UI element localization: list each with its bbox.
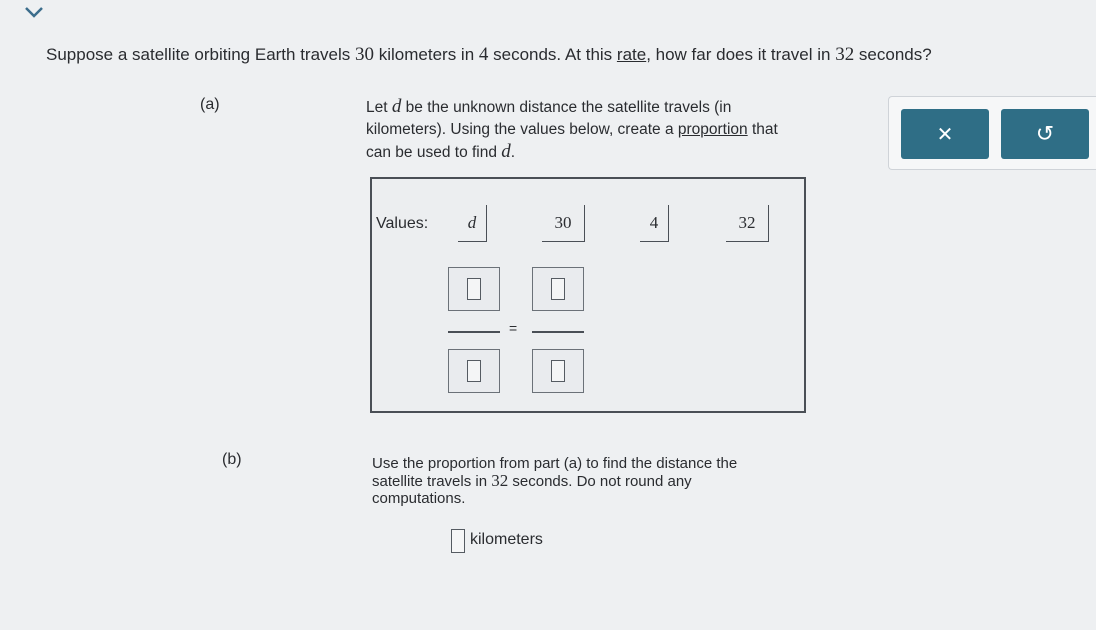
- value-tile-d[interactable]: d: [458, 205, 487, 242]
- empty-slot-box: [467, 278, 481, 300]
- part-a-instructions: Let d be the unknown distance the satellite travels (in kilometers). Using the values below, create a proportion that can be used to find d.: [366, 96, 778, 162]
- undo-icon: ↺: [1035, 121, 1055, 146]
- left-fraction-bar: [448, 331, 500, 333]
- unit-label: kilometers: [470, 531, 543, 548]
- empty-slot-box: [551, 360, 565, 382]
- close-icon: ✕: [936, 123, 954, 146]
- empty-slot-box: [551, 278, 565, 300]
- equals-sign: =: [509, 320, 518, 336]
- left-denominator-slot[interactable]: [448, 349, 500, 393]
- value-tile-4[interactable]: 4: [640, 205, 669, 242]
- part-a-label: (a): [200, 96, 220, 113]
- value-tile-32[interactable]: 32: [726, 205, 769, 242]
- right-fraction-bar: [532, 331, 584, 333]
- undo-button[interactable]: [1001, 109, 1089, 159]
- distance-answer-input[interactable]: [451, 529, 465, 553]
- clear-button[interactable]: [901, 109, 989, 159]
- left-numerator-slot[interactable]: [448, 267, 500, 311]
- rate-link[interactable]: rate: [616, 45, 647, 64]
- right-denominator-slot[interactable]: [532, 349, 584, 393]
- empty-slot-box: [467, 360, 481, 382]
- part-b-instructions: Use the proportion from part (a) to find the distance the satellite travels in 32 seconds. Do not round any computations.: [372, 455, 738, 507]
- value-tile-30[interactable]: 30: [542, 205, 585, 242]
- question-text: Suppose a satellite orbiting Earth travels 30 kilometers in 4 seconds. At this rate, how far does it travel in 32 seconds?: [46, 44, 932, 65]
- part-b-label: (b): [222, 451, 242, 468]
- right-numerator-slot[interactable]: [532, 267, 584, 311]
- values-label: Values:: [376, 215, 429, 232]
- proportion-workspace: [370, 177, 806, 413]
- chevron-down-icon[interactable]: [20, 2, 48, 22]
- answer-toolbar: [888, 96, 1096, 170]
- proportion-link[interactable]: proportion: [677, 121, 748, 138]
